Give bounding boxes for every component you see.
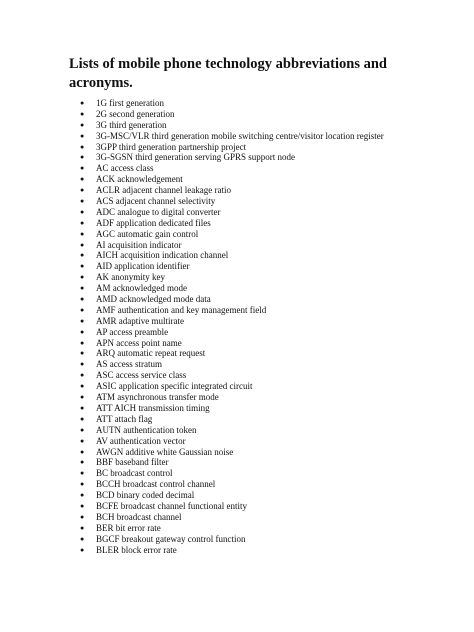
bullet-icon: ● (80, 262, 85, 271)
list-item (80, 261, 384, 272)
bullet-icon: ● (80, 447, 85, 456)
list-item (80, 370, 384, 381)
bullet-icon: ● (80, 207, 85, 216)
list-item-text: AGC automatic gain control (96, 228, 199, 239)
list-item-text: 3GPP third generation partnership project (96, 141, 247, 152)
list-item (80, 326, 384, 338)
list-item-text: AMR adaptive multirate (96, 315, 184, 326)
list-item (80, 108, 384, 120)
list-item (80, 130, 384, 142)
list-item (80, 457, 384, 468)
list-item-text: AV authentication vector (96, 435, 186, 446)
bullet-icon: ● (80, 273, 85, 282)
list-item-text: ACS adjacent channel selectivity (96, 196, 216, 207)
list-item (80, 446, 384, 458)
bullet-icon: ● (80, 393, 85, 402)
bullet-icon: ● (80, 523, 85, 532)
bullet-icon: ● (80, 436, 85, 445)
list-item-text: ACLR adjacent channel leakage ratio (96, 185, 231, 196)
list-item-text: AID application identifier (96, 261, 190, 272)
list-item (80, 250, 384, 261)
list-item-text: 3G third generation (96, 119, 167, 130)
list-item-text: AI acquisition indicator (96, 239, 182, 250)
bullet-icon: ● (80, 491, 85, 500)
bullet-icon: ● (80, 371, 85, 380)
bullet-icon: ● (80, 305, 85, 314)
list-item (80, 98, 384, 109)
list-item-text: AUTN authentication token (96, 424, 197, 435)
list-item (80, 402, 384, 414)
list-item (80, 283, 384, 294)
list-item-text: BGCF breakout gateway control function (96, 533, 246, 544)
list-item-text: APN access point name (96, 337, 182, 348)
bullet-icon: ● (80, 512, 85, 521)
list-item-text: BCCH broadcast control channel (96, 479, 216, 490)
list-item (80, 468, 384, 479)
list-item-text: 1G first generation (96, 98, 164, 108)
list-item-text: BBF baseband filter (96, 457, 169, 468)
list-item (80, 294, 384, 305)
list-item (80, 511, 384, 523)
list-item (80, 239, 384, 251)
bullet-icon: ● (80, 131, 85, 140)
list-item (80, 413, 384, 425)
list-item-text: BER bit error rate (96, 522, 161, 533)
list-item-text: ADF application dedicated files (96, 217, 211, 228)
list-item-text: ARQ automatic repeat request (96, 348, 206, 359)
list-item (80, 533, 384, 545)
list-item-text: AP access preamble (96, 326, 169, 337)
bullet-icon: ● (80, 338, 85, 347)
list-item (80, 141, 384, 153)
list-item (80, 522, 384, 534)
list-item-text: BCFE broadcast channel functional entity (96, 500, 247, 511)
bullet-icon: ● (80, 316, 85, 325)
bullet-icon: ● (80, 99, 85, 107)
list-item (80, 392, 384, 403)
list-item (80, 359, 384, 370)
list-item (80, 500, 384, 512)
bullet-icon: ● (80, 229, 85, 238)
list-item (80, 348, 384, 359)
bullet-icon: ● (80, 295, 85, 304)
list-item-text: 3G-MSC/VLR third generation mobile switching centre/visitor location register (96, 130, 384, 141)
list-item (80, 315, 384, 327)
list-item-text: ASC access service class (96, 370, 187, 381)
bullet-icon: ● (80, 425, 85, 434)
bullet-icon: ● (80, 218, 85, 227)
list-item-text: AS access stratum (96, 359, 162, 370)
list-item (80, 185, 384, 196)
bullet-icon: ● (80, 458, 85, 467)
list-item-text: AM acknowledged mode (96, 283, 187, 294)
list-item (80, 479, 384, 490)
bullet-icon: ● (80, 360, 85, 369)
bullet-icon: ● (80, 175, 85, 184)
list-item-text: ATT AICH transmission timing (96, 402, 210, 413)
list-item-text: 3G-SGSN third generation serving GPRS support node (96, 152, 295, 163)
list-item-text: ACK acknowledgement (96, 174, 183, 185)
list-item (80, 174, 384, 185)
bullet-icon: ● (80, 240, 85, 249)
list-item (80, 544, 384, 556)
list-item-text: AMF authentication and key management field (96, 304, 267, 315)
list-item-text: BC broadcast control (96, 468, 173, 479)
bullet-icon: ● (80, 414, 85, 423)
list-item-text: ATM asynchronous transfer mode (96, 392, 219, 403)
bullet-icon: ● (80, 534, 85, 543)
bullet-icon: ● (80, 349, 85, 358)
abbreviation-list (80, 98, 384, 555)
bullet-icon: ● (80, 284, 85, 293)
list-item-text: ASIC application specific integrated circuit (96, 381, 253, 392)
list-item (80, 119, 384, 131)
list-item-text: ATT attach flag (96, 413, 153, 424)
bullet-icon: ● (80, 382, 85, 391)
bullet-icon: ● (80, 186, 85, 195)
list-item-text: AC access class (96, 163, 154, 174)
bullet-icon: ● (80, 251, 85, 260)
list-item-text: AICH acquisition indication channel (96, 250, 229, 261)
bullet-icon: ● (80, 197, 85, 206)
list-item (80, 304, 384, 316)
list-item (80, 217, 384, 229)
bullet-icon: ● (80, 545, 85, 554)
bullet-icon: ● (80, 142, 85, 151)
list-item-text: AK anonymity key (96, 272, 165, 283)
bullet-icon: ● (80, 480, 85, 489)
list-item-text: AWGN additive white Gaussian noise (96, 446, 234, 457)
list-item (80, 490, 384, 501)
list-item (80, 196, 384, 207)
list-item-text: AMD acknowledged mode data (96, 294, 211, 305)
list-item (80, 424, 384, 436)
bullet-icon: ● (80, 109, 85, 118)
list-item (80, 272, 384, 283)
list-item-text: 2G second generation (96, 108, 175, 119)
list-item (80, 152, 384, 163)
bullet-icon: ● (80, 469, 85, 478)
list-item (80, 228, 384, 240)
bullet-icon: ● (80, 164, 85, 173)
list-item-text: BCH broadcast channel (96, 511, 182, 522)
list-item (80, 206, 384, 218)
bullet-icon: ● (80, 153, 85, 162)
bullet-icon: ● (80, 501, 85, 510)
list-item-text: ADC analogue to digital converter (96, 206, 221, 217)
list-item (80, 381, 384, 392)
list-item (80, 163, 384, 174)
list-item-text: BCD binary coded decimal (96, 490, 195, 501)
bullet-icon: ● (80, 403, 85, 412)
list-item-text: BLER block error rate (96, 544, 177, 555)
list-item (80, 337, 384, 349)
bullet-icon: ● (80, 120, 85, 129)
list-item (80, 435, 384, 447)
bullet-icon: ● (80, 327, 85, 336)
document-title: Lists of mobile phone technology abbreviations and acronyms. (69, 56, 387, 91)
